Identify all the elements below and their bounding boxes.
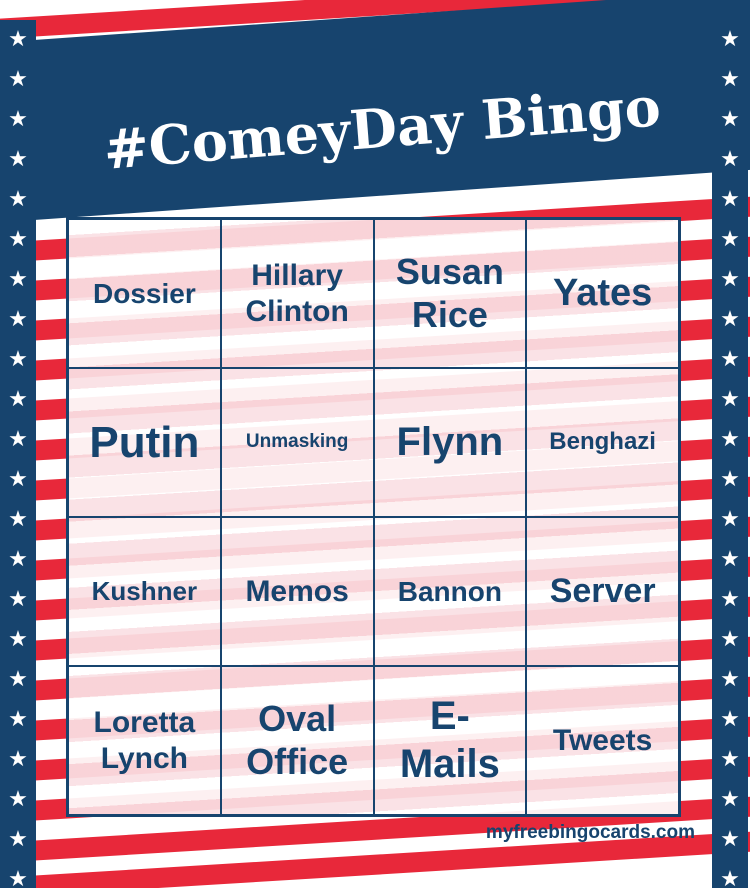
star-icon: ★ bbox=[720, 67, 740, 92]
cell-label: Kushner bbox=[91, 576, 198, 607]
star-icon: ★ bbox=[720, 147, 740, 172]
cell-label: Putin bbox=[89, 417, 200, 467]
star-icon: ★ bbox=[720, 267, 740, 292]
bingo-cell[interactable] bbox=[526, 666, 679, 815]
star-icon: ★ bbox=[8, 587, 28, 612]
bingo-card bbox=[66, 217, 681, 817]
cell-label: Hillary Clinton bbox=[245, 259, 349, 328]
star-icon: ★ bbox=[8, 547, 28, 572]
bingo-cell[interactable] bbox=[526, 368, 679, 517]
star-icon: ★ bbox=[8, 427, 28, 452]
star-icon: ★ bbox=[8, 867, 28, 888]
bingo-cell[interactable] bbox=[374, 368, 527, 517]
cell-label: Benghazi bbox=[549, 428, 656, 456]
star-icon: ★ bbox=[8, 787, 28, 812]
cell-label: Unmasking bbox=[245, 431, 349, 453]
star-icon: ★ bbox=[720, 227, 740, 252]
star-icon: ★ bbox=[8, 387, 28, 412]
cell-label: Memos bbox=[245, 574, 349, 608]
star-icon: ★ bbox=[8, 187, 28, 212]
star-icon: ★ bbox=[720, 307, 740, 332]
star-icon: ★ bbox=[8, 267, 28, 292]
star-icon: ★ bbox=[8, 707, 28, 732]
star-icon: ★ bbox=[8, 747, 28, 772]
source-link[interactable]: myfreebingocards.com bbox=[485, 822, 695, 843]
star-icon: ★ bbox=[720, 747, 740, 772]
bingo-cell[interactable] bbox=[221, 219, 374, 368]
star-icon: ★ bbox=[8, 347, 28, 372]
star-icon: ★ bbox=[8, 827, 28, 852]
star-icon: ★ bbox=[720, 827, 740, 852]
bingo-cell[interactable] bbox=[374, 517, 527, 666]
bingo-cell[interactable] bbox=[526, 517, 679, 666]
bingo-cell[interactable] bbox=[374, 666, 527, 815]
cell-label: E-Mails bbox=[399, 694, 500, 786]
star-icon: ★ bbox=[720, 587, 740, 612]
star-icon: ★ bbox=[720, 667, 740, 692]
star-icon: ★ bbox=[8, 667, 28, 692]
cell-label: Bannon bbox=[397, 575, 502, 607]
bingo-cell[interactable] bbox=[221, 368, 374, 517]
star-icon: ★ bbox=[720, 187, 740, 212]
page-title: #ComeyDay Bingo bbox=[101, 74, 663, 182]
cell-label: Flynn bbox=[396, 419, 504, 464]
star-icon: ★ bbox=[8, 307, 28, 332]
star-icon: ★ bbox=[8, 627, 28, 652]
star-icon: ★ bbox=[720, 107, 740, 132]
cell-label: Dossier bbox=[93, 277, 196, 309]
cell-label: Tweets bbox=[552, 723, 653, 757]
bingo-cell[interactable] bbox=[68, 368, 221, 517]
star-icon: ★ bbox=[720, 547, 740, 572]
cell-label: Yates bbox=[552, 272, 653, 315]
cell-label: Server bbox=[549, 572, 656, 611]
star-icon: ★ bbox=[8, 27, 28, 52]
star-icon: ★ bbox=[720, 347, 740, 372]
star-icon: ★ bbox=[720, 707, 740, 732]
right-star-border bbox=[712, 20, 748, 888]
bingo-cell[interactable] bbox=[68, 219, 221, 368]
star-icon: ★ bbox=[720, 427, 740, 452]
bingo-cell[interactable] bbox=[221, 666, 374, 815]
bingo-cell[interactable] bbox=[68, 517, 221, 666]
star-icon: ★ bbox=[8, 107, 28, 132]
bingo-cell[interactable] bbox=[221, 517, 374, 666]
star-icon: ★ bbox=[720, 507, 740, 532]
star-icon: ★ bbox=[8, 67, 28, 92]
star-icon: ★ bbox=[720, 787, 740, 812]
star-icon: ★ bbox=[720, 627, 740, 652]
left-star-border bbox=[0, 20, 36, 888]
star-icon: ★ bbox=[720, 867, 740, 888]
bingo-cell[interactable] bbox=[68, 666, 221, 815]
cell-label: Susan Rice bbox=[395, 251, 504, 335]
star-icon: ★ bbox=[720, 387, 740, 412]
star-icon: ★ bbox=[720, 467, 740, 492]
cell-label: Oval Office bbox=[246, 698, 349, 782]
star-icon: ★ bbox=[8, 467, 28, 492]
star-icon: ★ bbox=[720, 27, 740, 52]
star-icon: ★ bbox=[8, 227, 28, 252]
star-icon: ★ bbox=[8, 147, 28, 172]
bingo-cell[interactable] bbox=[526, 219, 679, 368]
star-icon: ★ bbox=[8, 507, 28, 532]
cell-label: Loretta Lynch bbox=[93, 706, 196, 775]
bingo-cell[interactable] bbox=[374, 219, 527, 368]
